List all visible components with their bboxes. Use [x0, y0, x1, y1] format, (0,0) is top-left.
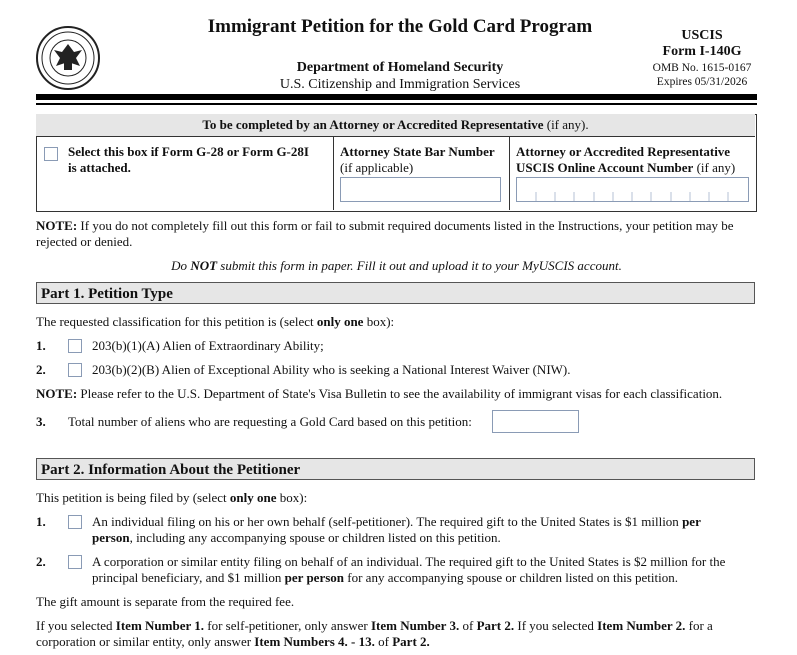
paper-filing-note: Do NOT submit this form in paper. Fill it out and upload it to your MyUSCIS account. — [171, 258, 622, 273]
expiration-date: Expires 05/31/2026 — [656, 76, 748, 88]
note-incomplete-form: NOTE: If you do not completely fill out this form or fail to submit required documents listed in the Instructions, your petition may be rejected or denied. — [36, 218, 734, 249]
attorney-section-heading: To be completed by an Attorney or Accredited Representative (if any). — [36, 114, 755, 137]
agency-name: U.S. Citizenship and Immigration Services — [279, 77, 521, 92]
attorney-divider-2 — [509, 137, 510, 210]
uscis-label: USCIS — [681, 28, 723, 43]
seal-graphic — [38, 28, 98, 88]
online-account-label: Attorney or Accredited Representative USCIS Online Account Number (if any) — [516, 144, 736, 175]
part1-header: Part 1. Petition Type — [36, 282, 755, 304]
omb-number: OMB No. 1615-0167 — [652, 62, 752, 74]
part2-answer-instructions: If you selected Item Number 1. for self-petitioner, only answer Item Number 3. of Part 2. If you selected Item Number 2. for a corporation or similar entity, only answer Item Numbers 4. - 13. of Part 2. — [36, 618, 713, 649]
g28-label: Select this box if Form G-28 or Form G-28I is attached. — [68, 144, 309, 175]
attorney-divider-1 — [333, 137, 334, 210]
corporation-checkbox[interactable] — [68, 555, 82, 569]
visa-bulletin-note: NOTE: Please refer to the U.S. Department of State's Visa Bulletin to see the availability of immigrant visas for each classification. — [36, 386, 723, 401]
part2-item1-number: 1. — [36, 514, 46, 529]
department-name: Department of Homeland Security — [296, 60, 504, 75]
extraordinary-ability-label: 203(b)(1)(A) Alien of Extraordinary Ability; — [92, 338, 324, 353]
total-aliens-label: Total number of aliens who are requesting a Gold Card based on this petition: — [68, 414, 472, 429]
part1-item1-number: 1. — [36, 338, 46, 353]
g28-attached-checkbox[interactable] — [44, 147, 58, 161]
exceptional-ability-niw-checkbox[interactable] — [68, 363, 82, 377]
header-rule-thick — [36, 94, 757, 100]
form-number: Form I-140G — [662, 44, 742, 59]
form-title: Immigrant Petition for the Gold Card Program — [207, 16, 593, 37]
part2-header: Part 2. Information About the Petitioner — [36, 458, 755, 480]
total-aliens-input[interactable] — [492, 410, 579, 433]
bar-number-input[interactable] — [340, 177, 501, 202]
exceptional-ability-niw-label: 203(b)(2)(B) Alien of Exceptional Ability who is seeking a National Interest Waiver (NIW). — [92, 362, 571, 377]
dhs-seal — [36, 26, 100, 90]
part1-item3-number: 3. — [36, 414, 46, 429]
self-petitioner-label: An individual filing on his or her own behalf (self-petitioner). The required gift to the United States is $1 million per person, including any accompanying spouse or children listed on this petition. — [92, 514, 701, 545]
online-account-input[interactable] — [516, 177, 749, 202]
part1-item2-number: 2. — [36, 362, 46, 377]
part2-intro: This petition is being filed by (select only one box): — [36, 490, 308, 505]
corporation-label: A corporation or similar entity filing on behalf of an individual. The required gift to the United States is $2 million for the principal beneficiary, and $1 million per person for any accompanying spouse or children listed on this petition. — [92, 554, 726, 585]
gift-fee-note: The gift amount is separate from the required fee. — [36, 594, 295, 609]
extraordinary-ability-checkbox[interactable] — [68, 339, 82, 353]
account-digit-dividers — [517, 178, 748, 201]
header-rule-thin — [36, 103, 757, 105]
part2-item2-number: 2. — [36, 554, 46, 569]
part1-intro: The requested classification for this petition is (select only one box): — [36, 314, 395, 329]
bar-number-label: Attorney State Bar Number (if applicable) — [340, 144, 495, 175]
self-petitioner-checkbox[interactable] — [68, 515, 82, 529]
